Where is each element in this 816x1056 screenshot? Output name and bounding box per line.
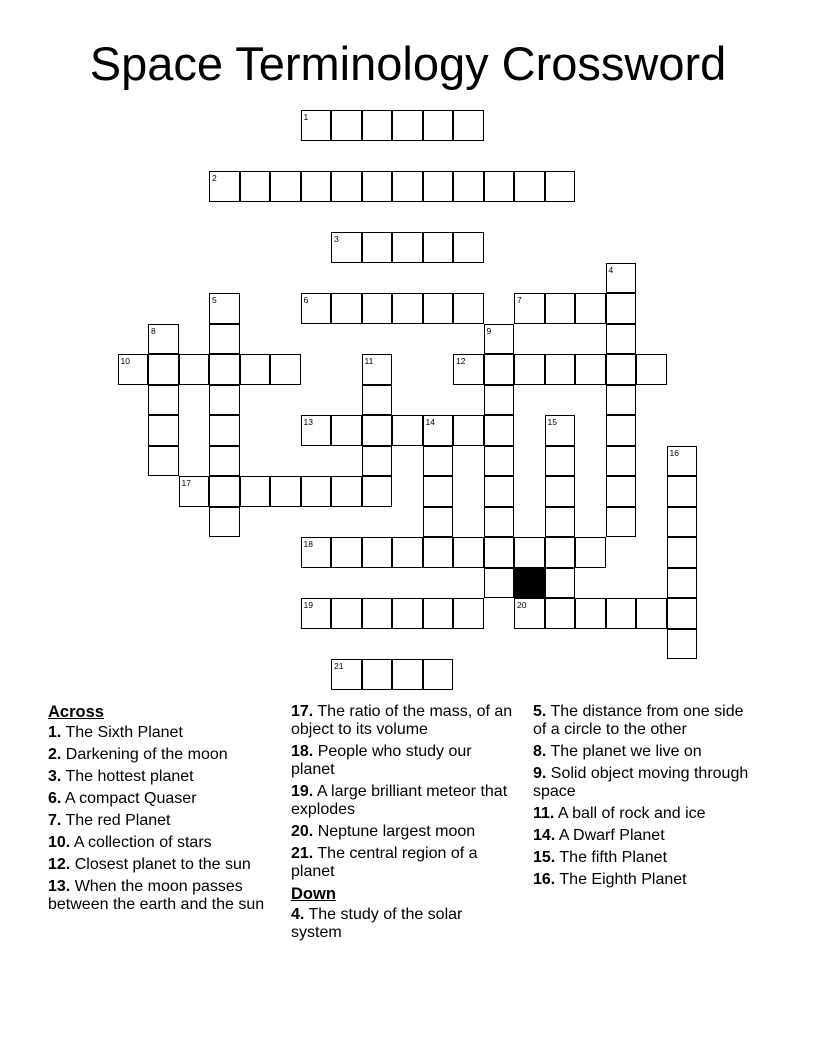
clue-text: Solid object moving through space xyxy=(533,765,749,800)
clue-number: 17 xyxy=(181,478,191,488)
grid-cell[interactable] xyxy=(545,415,576,446)
grid-cell[interactable] xyxy=(514,293,545,324)
grid-cell[interactable] xyxy=(667,476,698,507)
clue-text: People who study our planet xyxy=(291,743,472,778)
clue-number-label: 18. xyxy=(291,743,314,760)
grid-cell[interactable] xyxy=(636,598,667,629)
clue-number: 10 xyxy=(120,356,130,366)
clue xyxy=(291,743,516,779)
down-heading: Down xyxy=(291,885,336,903)
grid-cell[interactable] xyxy=(209,324,240,355)
grid-cell[interactable] xyxy=(423,415,454,446)
clue-number-label: 13. xyxy=(48,878,71,895)
grid-cell[interactable] xyxy=(484,568,515,599)
grid-cell[interactable] xyxy=(301,415,332,446)
grid-cell[interactable] xyxy=(606,354,637,385)
clue-number-label: 16. xyxy=(533,871,556,888)
grid-cell[interactable] xyxy=(179,354,210,385)
grid-cell[interactable] xyxy=(545,568,576,599)
grid-cell[interactable] xyxy=(209,415,240,446)
grid-cell[interactable] xyxy=(423,598,454,629)
clue-number-label: 11. xyxy=(533,805,555,822)
clue-text: The central region of a planet xyxy=(291,845,478,880)
grid-cell[interactable] xyxy=(606,507,637,538)
clue-number-label: 9. xyxy=(533,765,547,782)
grid-cell[interactable] xyxy=(453,354,484,385)
down-clue-list-continued xyxy=(533,703,758,889)
grid-cell[interactable] xyxy=(362,110,393,141)
clue xyxy=(291,823,516,841)
clue-text: The fifth Planet xyxy=(559,849,668,866)
clue-number-label: 20. xyxy=(291,823,314,840)
grid-cell[interactable] xyxy=(331,476,362,507)
clue-number: 15 xyxy=(547,417,557,427)
grid-cell[interactable] xyxy=(423,110,454,141)
grid-cell[interactable] xyxy=(545,293,576,324)
grid-cell[interactable] xyxy=(301,537,332,568)
grid-cell[interactable] xyxy=(362,659,393,690)
clue-number-label: 8. xyxy=(533,743,547,760)
grid-cell[interactable] xyxy=(484,415,515,446)
clue-text: A compact Quaser xyxy=(64,790,197,807)
grid-cell[interactable] xyxy=(423,476,454,507)
clue-number: 19 xyxy=(303,600,313,610)
clue-number-label: 5. xyxy=(533,703,547,720)
clue-text: The distance from one side of a circle to the other xyxy=(533,703,744,738)
grid-cell[interactable] xyxy=(118,354,149,385)
clue-number: 3 xyxy=(334,234,339,244)
grid-cell[interactable] xyxy=(453,293,484,324)
grid-cell[interactable] xyxy=(453,415,484,446)
grid-cell[interactable] xyxy=(667,568,698,599)
grid-cell[interactable] xyxy=(331,415,362,446)
down-clue-list xyxy=(291,906,516,942)
clue-number: 11 xyxy=(364,356,374,366)
clue-number: 16 xyxy=(669,447,679,458)
grid-cell[interactable] xyxy=(606,476,637,507)
clue xyxy=(48,812,273,830)
grid-cell[interactable] xyxy=(453,232,484,263)
clue xyxy=(533,827,758,845)
grid-cell[interactable] xyxy=(148,324,179,355)
grid-cell[interactable] xyxy=(362,598,393,629)
grid-cell[interactable] xyxy=(453,171,484,202)
clue-number: 12 xyxy=(456,356,466,366)
page-title: Space Terminology Crossword xyxy=(89,37,727,90)
grid-cell[interactable] xyxy=(392,659,423,690)
grid-cell[interactable] xyxy=(545,537,576,568)
grid-cell[interactable] xyxy=(362,446,393,477)
grid-cell[interactable] xyxy=(667,446,698,477)
grid-cell[interactable] xyxy=(453,598,484,629)
clue-text: A large brilliant meteor that explodes xyxy=(291,783,508,818)
grid-cell[interactable] xyxy=(545,507,576,538)
grid-cell[interactable] xyxy=(606,293,637,324)
clue-number-label: 15. xyxy=(533,849,556,866)
clue xyxy=(48,790,273,808)
grid-cell[interactable] xyxy=(606,385,637,416)
clue xyxy=(48,834,273,852)
grid-cell[interactable] xyxy=(484,507,515,538)
grid-cell[interactable] xyxy=(148,385,179,416)
grid-cell[interactable] xyxy=(331,171,362,202)
grid-cell[interactable] xyxy=(423,507,454,538)
grid-cell[interactable] xyxy=(362,171,393,202)
grid-cell[interactable] xyxy=(484,385,515,416)
clue-text: The planet we live on xyxy=(550,743,702,760)
grid-cell[interactable] xyxy=(362,385,393,416)
grid-cell[interactable] xyxy=(362,354,393,385)
clue-number-label: 3. xyxy=(48,768,62,785)
grid-cell[interactable] xyxy=(209,354,240,385)
grid-cell[interactable] xyxy=(453,110,484,141)
clue-number-label: 21. xyxy=(291,845,314,862)
clue-text: The ratio of the mass, of an object to its volume xyxy=(291,703,513,738)
across-clue-list-continued xyxy=(291,703,516,881)
clue xyxy=(533,871,758,889)
grid-cell[interactable] xyxy=(301,110,332,141)
grid-cell[interactable] xyxy=(392,415,423,446)
grid-cell[interactable] xyxy=(392,171,423,202)
clues-column-1 xyxy=(48,703,273,918)
clue-number: 6 xyxy=(303,295,309,305)
across-clue-list xyxy=(48,724,273,914)
clue-text: The Sixth Planet xyxy=(65,724,183,741)
clue-number-label: 14. xyxy=(533,827,556,844)
grid-cell[interactable] xyxy=(331,293,362,324)
grid-cell[interactable] xyxy=(209,171,240,202)
clue-text: The study of the solar system xyxy=(291,906,463,941)
grid-cell[interactable] xyxy=(575,293,606,324)
grid-cell[interactable] xyxy=(240,476,271,507)
grid-cell[interactable] xyxy=(636,354,667,385)
grid-cell[interactable] xyxy=(575,598,606,629)
grid-cell[interactable] xyxy=(606,415,637,446)
grid-cell[interactable] xyxy=(667,598,698,629)
clue-number-label: 1. xyxy=(48,724,62,741)
grid-cell[interactable] xyxy=(148,354,179,385)
grid-cell[interactable] xyxy=(606,324,637,355)
grid-cell[interactable] xyxy=(606,263,637,294)
grid-cell[interactable] xyxy=(453,537,484,568)
grid-cell[interactable] xyxy=(331,598,362,629)
clue xyxy=(48,746,273,764)
clues-column-3 xyxy=(533,703,758,893)
grid-cell[interactable] xyxy=(514,537,545,568)
grid-cell[interactable] xyxy=(423,232,454,263)
grid-cell[interactable] xyxy=(484,537,515,568)
clue xyxy=(291,703,516,739)
clue xyxy=(533,765,758,801)
grid-cell[interactable] xyxy=(514,354,545,385)
grid-cell[interactable] xyxy=(209,446,240,477)
clue-number-label: 10. xyxy=(48,834,71,851)
grid-cell[interactable] xyxy=(545,476,576,507)
clue xyxy=(48,878,273,914)
clue xyxy=(48,856,273,874)
grid-cell[interactable] xyxy=(331,537,362,568)
grid-cell[interactable] xyxy=(209,476,240,507)
clue xyxy=(533,703,758,739)
grid-cell[interactable] xyxy=(484,354,515,385)
grid-cell[interactable] xyxy=(270,476,301,507)
clue-number: 5 xyxy=(212,295,217,305)
clue-number: 14 xyxy=(425,417,435,427)
grid-cell[interactable] xyxy=(514,598,545,629)
grid-cell[interactable] xyxy=(575,354,606,385)
grid-block xyxy=(514,568,545,599)
clues-column-2 xyxy=(291,703,516,946)
grid-cell[interactable] xyxy=(179,476,210,507)
grid-cell[interactable] xyxy=(209,507,240,538)
clue-text: Closest planet to the sun xyxy=(74,856,251,873)
grid-cell[interactable] xyxy=(484,446,515,477)
grid-cell[interactable] xyxy=(392,232,423,263)
grid-cell[interactable] xyxy=(423,537,454,568)
clue-number: 21 xyxy=(334,661,344,671)
grid-cell[interactable] xyxy=(484,476,515,507)
grid-cell[interactable] xyxy=(575,537,606,568)
clue-number-label: 6. xyxy=(48,790,62,807)
grid-cell[interactable] xyxy=(270,354,301,385)
clue-text: A ball of rock and ice xyxy=(557,805,706,822)
grid-cell[interactable] xyxy=(362,415,393,446)
clue-text: Darkening of the moon xyxy=(65,746,228,763)
clue-number: 9 xyxy=(486,325,492,336)
clue xyxy=(533,743,758,761)
clue-number: 4 xyxy=(608,264,614,275)
grid-cell[interactable] xyxy=(545,446,576,477)
grid-cell[interactable] xyxy=(148,415,179,446)
grid-cell[interactable] xyxy=(606,598,637,629)
grid-cell[interactable] xyxy=(362,232,393,263)
clue-text: The red Planet xyxy=(65,812,171,829)
clue-number-label: 17. xyxy=(291,703,314,720)
grid-cell[interactable] xyxy=(240,354,271,385)
grid-cell[interactable] xyxy=(148,446,179,477)
grid-cell[interactable] xyxy=(667,629,698,660)
clue xyxy=(48,724,273,742)
clue-number: 1 xyxy=(303,112,309,122)
grid-cell[interactable] xyxy=(209,293,240,324)
clue-number: 18 xyxy=(303,539,313,549)
grid-cell[interactable] xyxy=(606,446,637,477)
grid-cell[interactable] xyxy=(301,476,332,507)
clue-number-label: 2. xyxy=(48,746,62,763)
grid-cell[interactable] xyxy=(392,293,423,324)
grid-cell[interactable] xyxy=(362,537,393,568)
clue-text: A Dwarf Planet xyxy=(558,827,665,844)
grid-cell[interactable] xyxy=(240,171,271,202)
clue-number: 7 xyxy=(517,295,522,305)
grid-cell[interactable] xyxy=(362,293,393,324)
clue-number: 20 xyxy=(517,600,527,610)
grid-cell[interactable] xyxy=(545,598,576,629)
grid-cell[interactable] xyxy=(423,171,454,202)
clue xyxy=(48,768,273,786)
clue xyxy=(291,906,516,942)
grid-cell[interactable] xyxy=(545,171,576,202)
grid-cell[interactable] xyxy=(301,598,332,629)
grid-cell[interactable] xyxy=(484,171,515,202)
grid-cell[interactable] xyxy=(484,324,515,355)
clue xyxy=(291,845,516,881)
grid-cell[interactable] xyxy=(331,110,362,141)
grid-cell[interactable] xyxy=(667,537,698,568)
grid-cell[interactable] xyxy=(301,293,332,324)
clue-number: 8 xyxy=(151,325,156,336)
grid-cell[interactable] xyxy=(331,232,362,263)
clue xyxy=(291,783,516,819)
grid-cell[interactable] xyxy=(392,537,423,568)
clue-number: 13 xyxy=(303,417,313,427)
grid-cell[interactable] xyxy=(423,446,454,477)
grid-cell[interactable] xyxy=(545,354,576,385)
grid-cell[interactable] xyxy=(667,507,698,538)
grid-cell[interactable] xyxy=(331,659,362,690)
across-heading: Across xyxy=(48,703,104,721)
grid-cell[interactable] xyxy=(423,659,454,690)
grid-cell[interactable] xyxy=(362,476,393,507)
clue-number-label: 7. xyxy=(48,812,62,829)
clue-text: When the moon passes between the earth and the sun xyxy=(48,878,265,913)
clue xyxy=(533,805,758,823)
grid-cell[interactable] xyxy=(423,293,454,324)
grid-cell[interactable] xyxy=(392,110,423,141)
clue-text: Neptune largest moon xyxy=(317,823,476,840)
clue-number-label: 19. xyxy=(291,783,314,800)
clue-number-label: 4. xyxy=(291,906,305,923)
clue xyxy=(533,849,758,867)
grid-cell[interactable] xyxy=(209,385,240,416)
grid-cell[interactable] xyxy=(392,598,423,629)
clue-text: A collection of stars xyxy=(73,834,212,851)
clue-text: The hottest planet xyxy=(65,768,194,785)
grid-cell[interactable] xyxy=(270,171,301,202)
clue-number: 2 xyxy=(212,173,217,183)
clue-number-label: 12. xyxy=(48,856,71,873)
grid-cell[interactable] xyxy=(514,171,545,202)
clue-text: The Eighth Planet xyxy=(559,871,687,888)
grid-cell[interactable] xyxy=(301,171,332,202)
